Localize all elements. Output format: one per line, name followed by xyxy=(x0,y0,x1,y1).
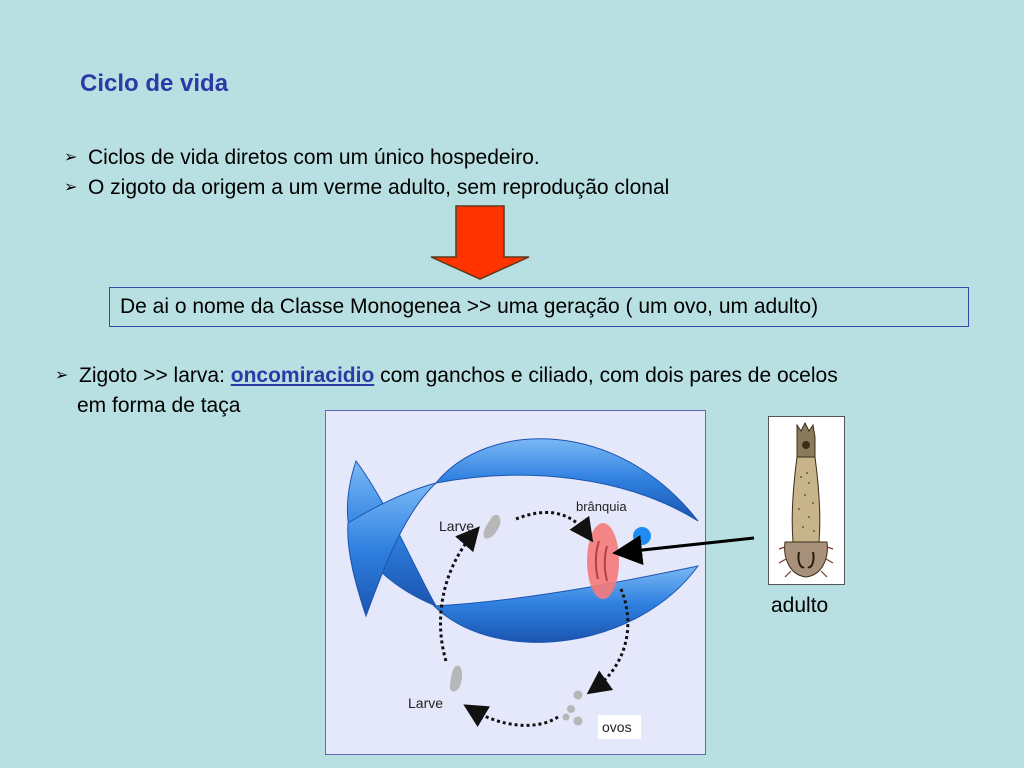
label-ovos: ovos xyxy=(602,719,632,735)
oncomiracidio-link[interactable]: oncomiracidio xyxy=(230,364,375,387)
gill-shape xyxy=(587,523,619,599)
label-branquia: brânquia xyxy=(576,499,627,514)
label-larve-top: Larve xyxy=(439,518,475,534)
arrow-larva-to-top xyxy=(441,533,474,661)
larva-top-shape xyxy=(484,515,501,539)
adult-worm-image xyxy=(768,416,845,585)
fish-upper-body xyxy=(436,439,698,521)
bullet-1-text: Ciclos de vida diretos com um único hospedeiro. xyxy=(88,146,540,169)
fish-lower-body xyxy=(434,566,698,642)
bullet-arrow-icon: ➢ xyxy=(64,149,78,166)
larva-bottom-shape xyxy=(450,666,462,692)
bullet-2 xyxy=(64,173,669,203)
bullet-3-suffix: com ganchos e ciliado, com dois pares de ocelos xyxy=(374,364,838,387)
bullet-3-continuation: em forma de taça xyxy=(77,394,241,417)
bullet-arrow-icon: ➢ xyxy=(64,179,78,196)
adult-label: adulto xyxy=(771,594,829,617)
bullet-arrow-icon: ➢ xyxy=(55,367,69,384)
egg-blue-dot xyxy=(633,527,651,545)
monogenea-box: De ai o nome da Classe Monogenea >> uma geração ( um ovo, um adulto) xyxy=(109,287,969,327)
slide-title: Ciclo de vida xyxy=(80,70,229,97)
arrow-larva-to-gill xyxy=(516,512,588,535)
label-larve-bottom: Larve xyxy=(408,695,444,711)
down-arrow-icon xyxy=(428,205,532,281)
bullet-2-text: O zigoto da origem a um verme adulto, sem reprodução clonal xyxy=(88,176,670,199)
bullet-3-prefix: Zigoto >> larva: xyxy=(79,364,231,387)
life-cycle-diagram xyxy=(325,410,706,755)
arrow-eggs-to-larva xyxy=(471,709,558,725)
bullet-1 xyxy=(64,143,540,173)
